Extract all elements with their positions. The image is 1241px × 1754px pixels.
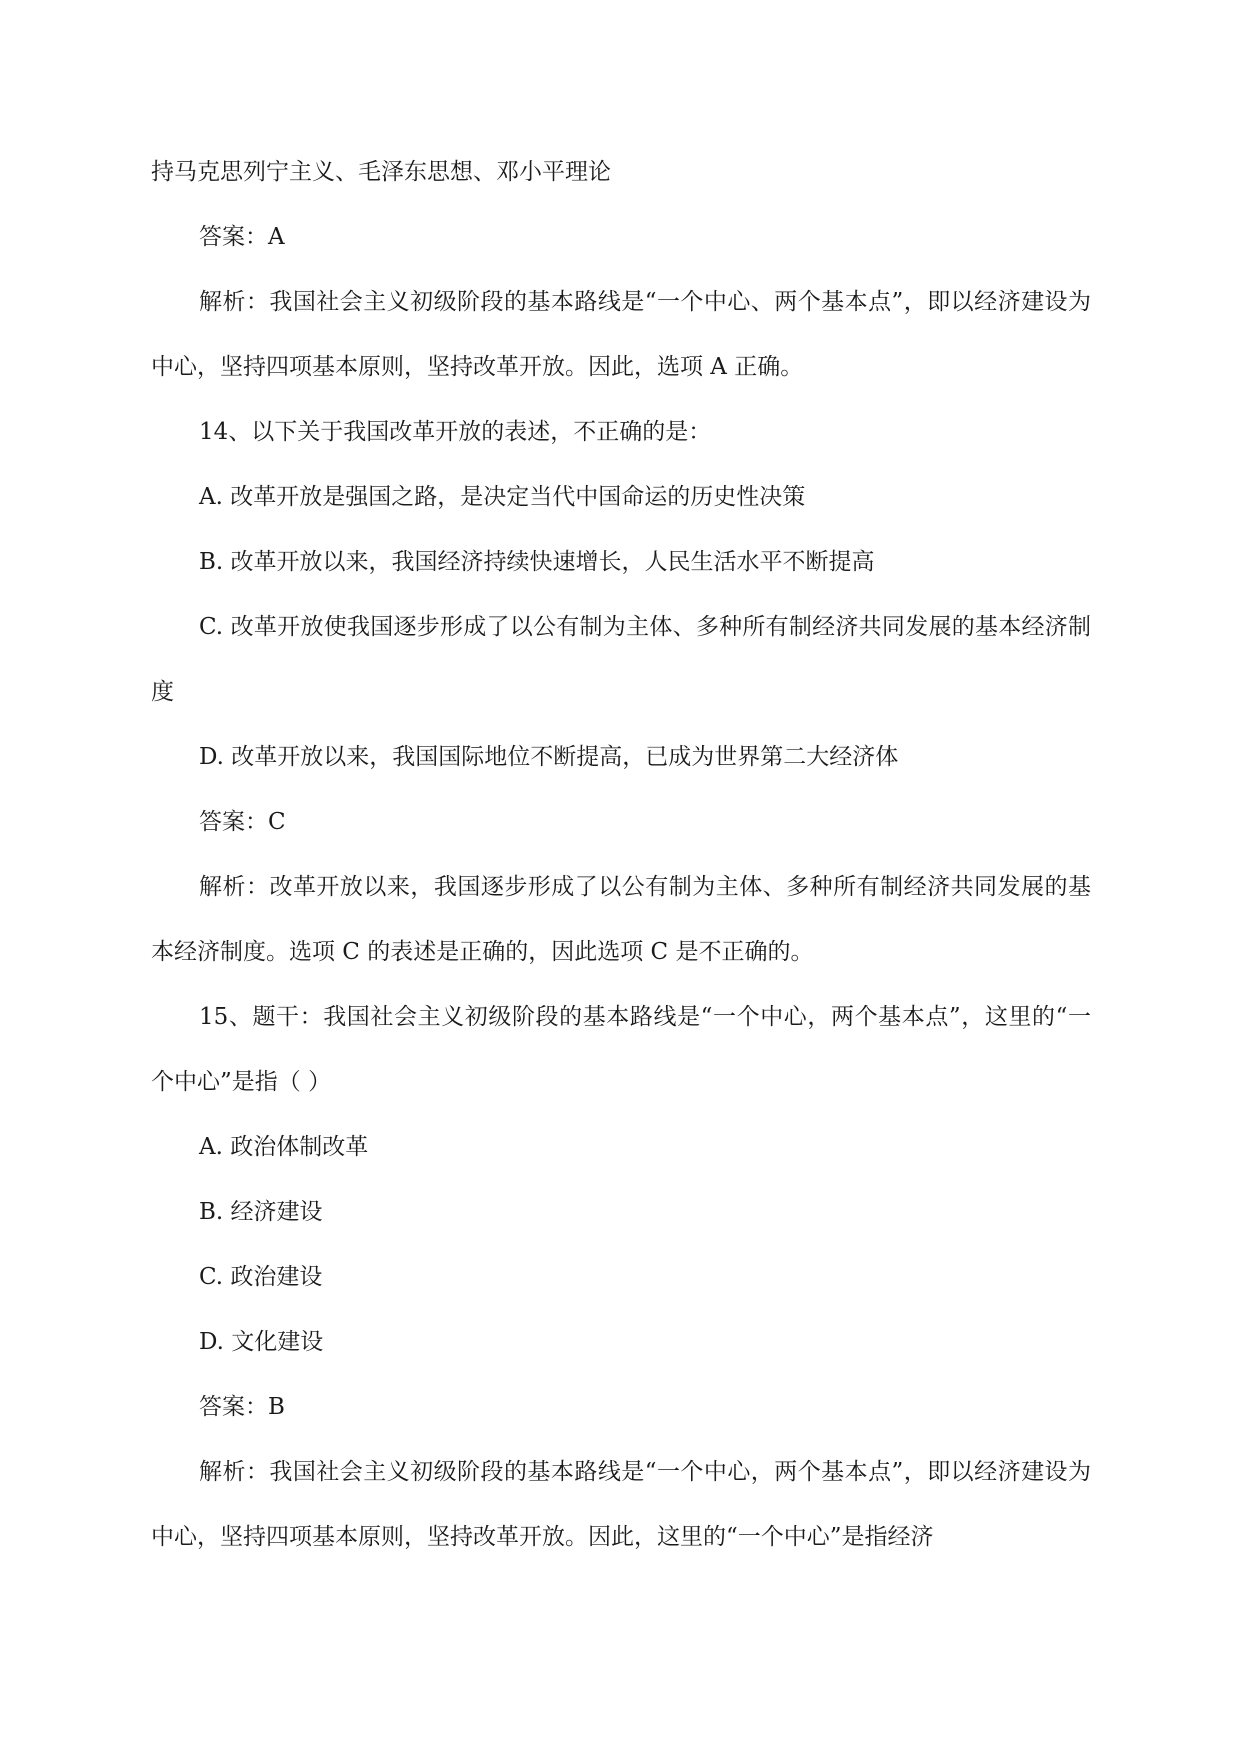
question-14: 14、以下关于我国改革开放的表述，不正确的是： [199,419,712,445]
question-14-option-b: B. 改革开放以来，我国经济持续快速增长，人民生活水平不断提高 [199,549,875,575]
answer-13: 答案：A [199,224,285,250]
explanation-14: 解析：改革开放以来，我国逐步形成了以公有制为主体、多种所有制经济共同发展的基本经济制度。选项 C 的表述是正确的，因此选项 C 是不正确的。 [151,874,1091,965]
question-14-option-a: A. 改革开放是强国之路，是决定当代中国命运的历史性决策 [199,484,806,510]
explanation-13: 解析：我国社会主义初级阶段的基本路线是“一个中心、两个基本点”，即以经济建设为中心，坚持四项基本原则，坚持改革开放。因此，选项 A 正确。 [151,289,1091,380]
question-14-option-d: D. 改革开放以来，我国国际地位不断提高，已成为世界第二大经济体 [199,744,899,770]
answer-15: 答案：B [199,1394,285,1420]
question-15-option-d: D. 文化建设 [199,1329,324,1355]
answer-14: 答案：C [199,809,286,835]
question-14-option-c: C. 改革开放使我国逐步形成了以公有制为主体、多种所有制经济共同发展的基本经济制度 [151,614,1091,705]
question-15-option-c: C. 政治建设 [199,1264,323,1290]
document-body [151,140,1091,1570]
question-15: 15、题干：我国社会主义初级阶段的基本路线是“一个中心，两个基本点”，这里的“一个中心”是指（ ） [151,1004,1091,1095]
explanation-15: 解析：我国社会主义初级阶段的基本路线是“一个中心，两个基本点”，即以经济建设为中心，坚持四项基本原则，坚持改革开放。因此，这里的“一个中心”是指经济 [151,1459,1091,1550]
question-15-option-a: A. 政治体制改革 [199,1134,369,1160]
question-15-option-b: B. 经济建设 [199,1199,323,1225]
paragraph-continuation: 持马克思列宁主义、毛泽东思想、邓小平理论 [151,159,611,185]
